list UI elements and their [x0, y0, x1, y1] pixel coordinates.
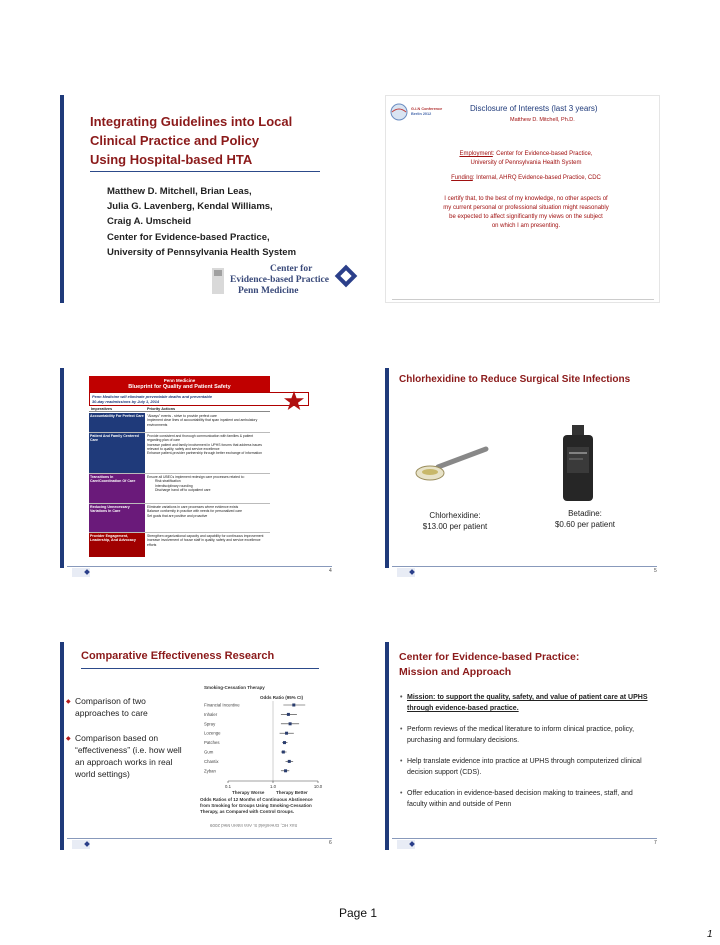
betadine-price: $0.60 per patient [554, 520, 616, 529]
forest-col-header-left: Smoking-Cessation Therapy [204, 685, 265, 690]
forest-point [285, 732, 288, 735]
swab-applicator-icon [410, 445, 490, 495]
slide-1-accent-bar [60, 95, 64, 303]
blueprint-goal: Penn Medicine will eliminate preventable deaths and preventable 30-day readmissions by July 1, 2014 [89, 392, 309, 406]
slide-5-footer-rule [392, 566, 657, 567]
gin-conference-badge: G-I-N Conference Berlin 2012 [389, 101, 449, 123]
forest-plot-caption: Odds Ratios of 12 Months of Continuous Abstinence from Smoking for Groups Using Smoking-Cessation Therapy, as Compared with Control Groups. [200, 797, 313, 814]
blueprint-table [89, 413, 270, 557]
approach-bullet-1: • Perform reviews of the medical literature to inform clinical practice, policy, purchasing and formulary decisions. [407, 724, 652, 746]
slide-6-title: Comparative Effectiveness Research [81, 650, 275, 662]
slide-2-bottom-rule [392, 299, 654, 300]
forest-point [283, 741, 286, 744]
penn-shield-icon [210, 266, 226, 296]
therapy-worse-label: Therapy Worse [232, 790, 265, 795]
footer-cebp-logo [72, 568, 90, 577]
cebp-logo [210, 264, 359, 297]
slide-2-subtitle: Matthew D. Mitchell, Ph.D. [510, 117, 575, 123]
forest-category-label: Financial Incentive [204, 702, 240, 708]
forest-category-label: Chantix [204, 758, 219, 764]
blueprint-brand: Penn Medicine [163, 378, 196, 383]
footer-cebp-logo [397, 568, 415, 577]
forest-point [292, 704, 295, 707]
forest-col-header-right: Odds Ratio (95% CI) [260, 695, 304, 700]
cebp-logo-text: Center for Evidence-based Practice Penn Medicine [230, 264, 329, 296]
forest-tick-label: 10.0 [313, 784, 323, 789]
cer-bullet-2: ◆ Comparison based on “effectiveness” (i.e. how well an approach works in real world settings) [75, 732, 190, 780]
slide-5-title: Chlorhexidine to Reduce Surgical Site Infections [399, 374, 631, 385]
slide-5-number: 5 [654, 568, 657, 574]
slide-6-title-rule [81, 668, 319, 669]
slide-2-title: Disclosure of Interests (last 3 years) [470, 104, 598, 113]
forest-category-label: Lozenge [204, 730, 221, 736]
blueprint-row: Accountability For Perfect Care "Always" events - strive to provide perfect care Implement clear lines of accountability that span inpatient and ambulatory environments [89, 413, 270, 433]
slide-1-title-rule [90, 171, 320, 172]
blueprint-row: Reducing Unnecessary Variations In Care Eliminate variations in care processes where evidence exists Balance conformity in practice with needs for personalized care Set goals that are positive and proactive [89, 504, 270, 533]
forest-category-label: Inhaler [204, 711, 218, 717]
forest-plot [200, 683, 330, 795]
forest-category-label: Gum [204, 749, 214, 755]
page-label: Page 1 [339, 906, 378, 920]
forest-tick-label: 1.0 [270, 784, 276, 789]
slide-7-title: Center for Evidence-based Practice: Mission and Approach [399, 651, 580, 678]
blueprint-row: Transitions In Care/Coordination Of Care Ensure all UBECs implement redesign care processes related to: Risk stratification Interdisciplinary rounding Discharge hand off to outpatient care [89, 474, 270, 504]
employment-line-2: University of Pennsylvania Health System [470, 160, 582, 166]
star-icon [283, 390, 305, 412]
page-corner-number: 1 [707, 929, 713, 940]
conference-globe-icon [389, 102, 409, 122]
slide-6-footer-rule [67, 838, 332, 839]
forest-category-label: Patches [204, 740, 220, 746]
forest-category-label: Zyban [204, 768, 216, 774]
forest-tick-label: 0.1 [225, 784, 231, 789]
blueprint-row: Provider Engagement, Leadership, And Advocacy Strengthen organizational capacity and capability for continuous improvement Increase involvement of house staff in quality, safety and service excellence efforts [89, 533, 270, 557]
blueprint-row: Patient And Family Centered Care Provide consistent and thorough communication with families & patient regarding plan of care Increase patient and family involvement in UPHS forums that address issues relevant to quality, safety and service excellence Enhance patient-provider partnership through better exchange of information [89, 433, 270, 474]
employment-line: Employment: Center for Evidence-based Practice, [459, 151, 593, 157]
slide-6-accent-bar [60, 642, 64, 850]
slide-7-number: 7 [654, 840, 657, 846]
chlorhexidine-label: Chlorhexidine: [429, 511, 481, 520]
slide-4-accent-bar [60, 368, 64, 568]
slide-1-authors: Matthew D. Mitchell, Brian Leas, Julia G. Lavenberg, Kendal Williams, Craig A. Umscheid [107, 186, 273, 227]
slide-5-accent-bar [385, 368, 389, 568]
funding-line: Funding: Internal, AHRQ Evidence-based Practice, CDC [451, 175, 601, 181]
therapy-better-label: Therapy Better [276, 790, 308, 795]
slide-4-footer-rule [67, 566, 332, 567]
slide-6-number: 6 [329, 840, 332, 846]
forest-point [284, 769, 287, 772]
slide-1-affiliation: Center for Evidence-based Practice, University of Pennsylvania Health System [107, 232, 297, 258]
slide-4-number: 4 [329, 568, 332, 574]
chlorhexidine-price: $13.00 per patient [422, 522, 488, 531]
mission-bullet: • Mission: to support the quality, safety, and value of patient care at UPHS through evidence-based practice. [407, 692, 652, 714]
upside-down-citation: Sox HC, Greenfield S. Ann Intern Med 2009 [210, 823, 298, 828]
footer-cebp-logo [72, 840, 90, 849]
slide-7-accent-bar [385, 642, 389, 850]
forest-point [282, 751, 285, 754]
blueprint-col-headers: Imperatives Priority Actions [89, 406, 270, 412]
approach-bullet-3: • Offer education in evidence-based decision making to trainees, staff, and faculty within and outside of Penn [407, 788, 652, 810]
betadine-label: Betadine: [568, 509, 602, 518]
forest-point [288, 760, 291, 763]
betadine-bottle-icon [561, 425, 595, 503]
slide-7-footer-rule [392, 838, 657, 839]
blueprint-header [89, 376, 270, 392]
blueprint-title: Blueprint for Quality and Patient Safety [128, 384, 231, 390]
approach-bullet-2: • Help translate evidence into practice at UPHS through computerized clinical decision support (CDS). [407, 756, 652, 778]
forest-point [287, 713, 290, 716]
forest-category-label: Spray [204, 721, 216, 727]
slide-1-title: Integrating Guidelines into Local Clinical Practice and Policy Using Hospital-based HTA [90, 114, 293, 167]
cer-bullet-1: ◆ Comparison of two approaches to care [75, 695, 185, 719]
diamond-logo-icon [333, 263, 359, 289]
certify-paragraph: I certify that, to the best of my knowledge, no other aspects of my current personal or professional situation might reasonably be expected to affect significantly my views on the subject on which I am presenting. [443, 196, 609, 229]
forest-point [289, 722, 292, 725]
footer-cebp-logo [397, 840, 415, 849]
